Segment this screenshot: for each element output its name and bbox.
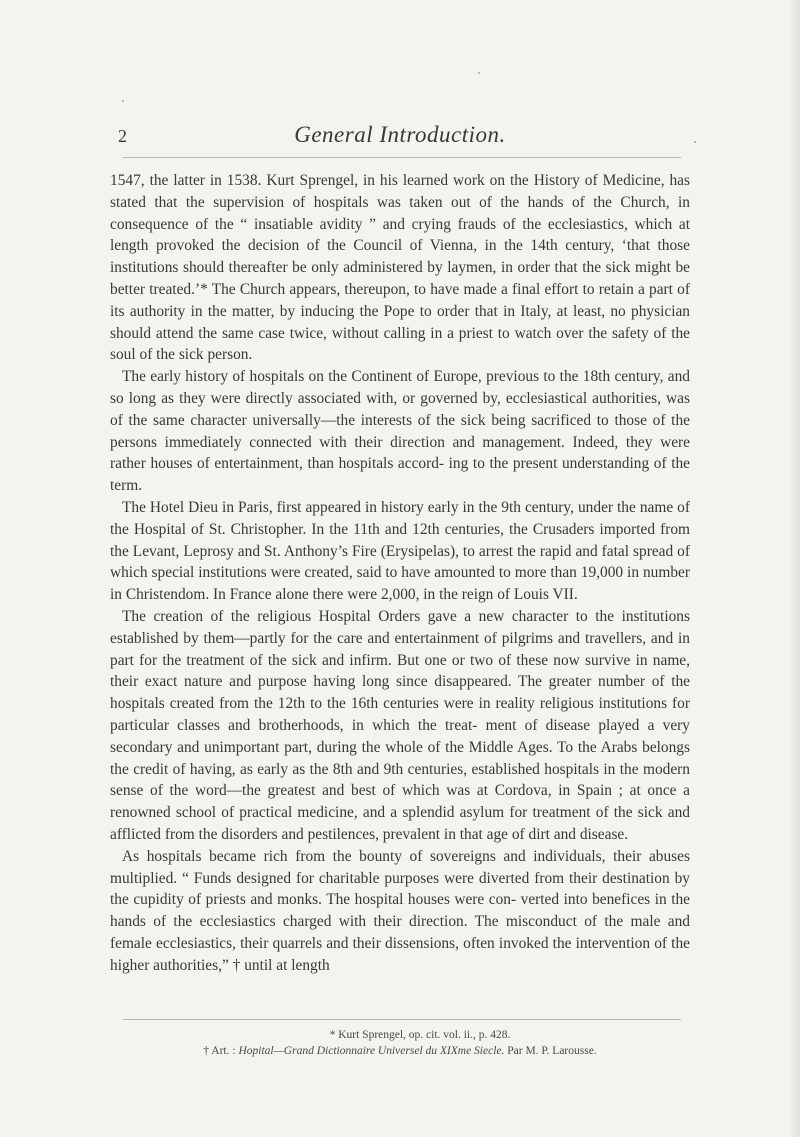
- paragraph: As hospitals became rich from the bounty of sovereigns and individuals, their abuses multiplied. “ Funds designed for charitable purposes were diverted from their destination by the cupidity of priests and monks. The hospital houses were con- verted into benefices in the hands of the ecclesiastics charged with their direction. The misconduct of the male and female ecclesiastics, their quarrels and their dissensions, often invoked the intervention of the higher authorities,” † until at length: [110, 847, 690, 974]
- paper-speck: [122, 100, 124, 102]
- paper-speck: [478, 72, 480, 74]
- paragraph: The creation of the religious Hospital Orders gave a new character to the institutions established by them—partly for the care and entertainment of pilgrims and travellers, and in part for the treatment of the sick and infirm. But one or two of these now survive in name, their exact nature and purpose having long since disappeared. The greater number of the hospitals created from the 12th to the 16th centuries were in reality religious institutions for particular classes and brotherhoods, in which the treat- ment of disease played a very secondary and unimportant part, during the whole of the Middle Ages. To the Arabs belongs the credit of having, as early as the 8th and 9th centuries, established hospitals in the modern sense of the word—the greatest and best of which was at Cordova, in Spain ; at once a renowned school of practical medicine, and a splendid asylum for treatment of the sick and afflicted from the disorders and pestilences, prevalent in that age of dirt and disease.: [110, 607, 690, 843]
- paper-speck: [694, 141, 696, 143]
- paragraph: The early history of hospitals on the Continent of Europe, previous to the 18th century, and so long as they were directly associated with, or governed by, ecclesiastical authorities, was of the same character universally—the interests of the sick being sacrificed to those of the persons immediately connected with their direction and management. Indeed, they were rather houses of entertainment, than hospitals accord- ing to the present understanding of the term.: [110, 368, 690, 495]
- page-header: [110, 122, 690, 152]
- footnote-2-prefix: † Art. :: [203, 1045, 239, 1057]
- header-rule: [123, 157, 681, 158]
- paragraph: The Hotel Dieu in Paris, first appeared in history early in the 9th century, under the name of the Hospital of St. Christopher. In the 11th and 12th centuries, the Crusaders imported from the Levant, Leprosy and St. Anthony’s Fire (Erysipelas), to arrest the rapid and fatal spread of which special institutions were created, said to have amounted to more than 19,000 in number in Christendom. In France alone there were 2,000, in the reign of Louis VII.: [110, 498, 690, 604]
- paragraph: 1547, the latter in 1538. Kurt Sprengel, in his learned work on the History of Medicine, has stated that the supervision of hospitals was taken out of the hands of the Church, in consequence of the “ insatiable avidity ” and crying frauds of the ecclesiastics, which at length provoked the decision of the Council of Vienna, in the 14th century, ‘that those institutions should thereafter be only administered by laymen, in order that the sick might be better treated.’* The Church appears, thereupon, to have made a final effort to retain a part of its authority in the matter, by inducing the Pope to order that in Italy, at least, no physician should attend the same case twice, without calling in a priest to watch over the safety of the soul of the sick person.: [110, 172, 690, 364]
- footnote-2: [110, 1043, 690, 1059]
- footnote-1: * Kurt Sprengel, op. cit. vol. ii., p. 428.: [329, 1029, 511, 1041]
- footnote-rule: [123, 1019, 681, 1020]
- footnotes: [110, 1027, 690, 1059]
- running-title: General Introduction.: [294, 122, 506, 147]
- footnote-2-title: Hopital—Grand Dictionnaire Universel du XIXme Siecle.: [238, 1045, 505, 1057]
- page-number: 2: [118, 126, 127, 146]
- page-edge-shadow: [790, 0, 800, 1137]
- footnote-2-suffix: Par M. P. Larousse.: [504, 1045, 597, 1057]
- body-text: [110, 170, 690, 976]
